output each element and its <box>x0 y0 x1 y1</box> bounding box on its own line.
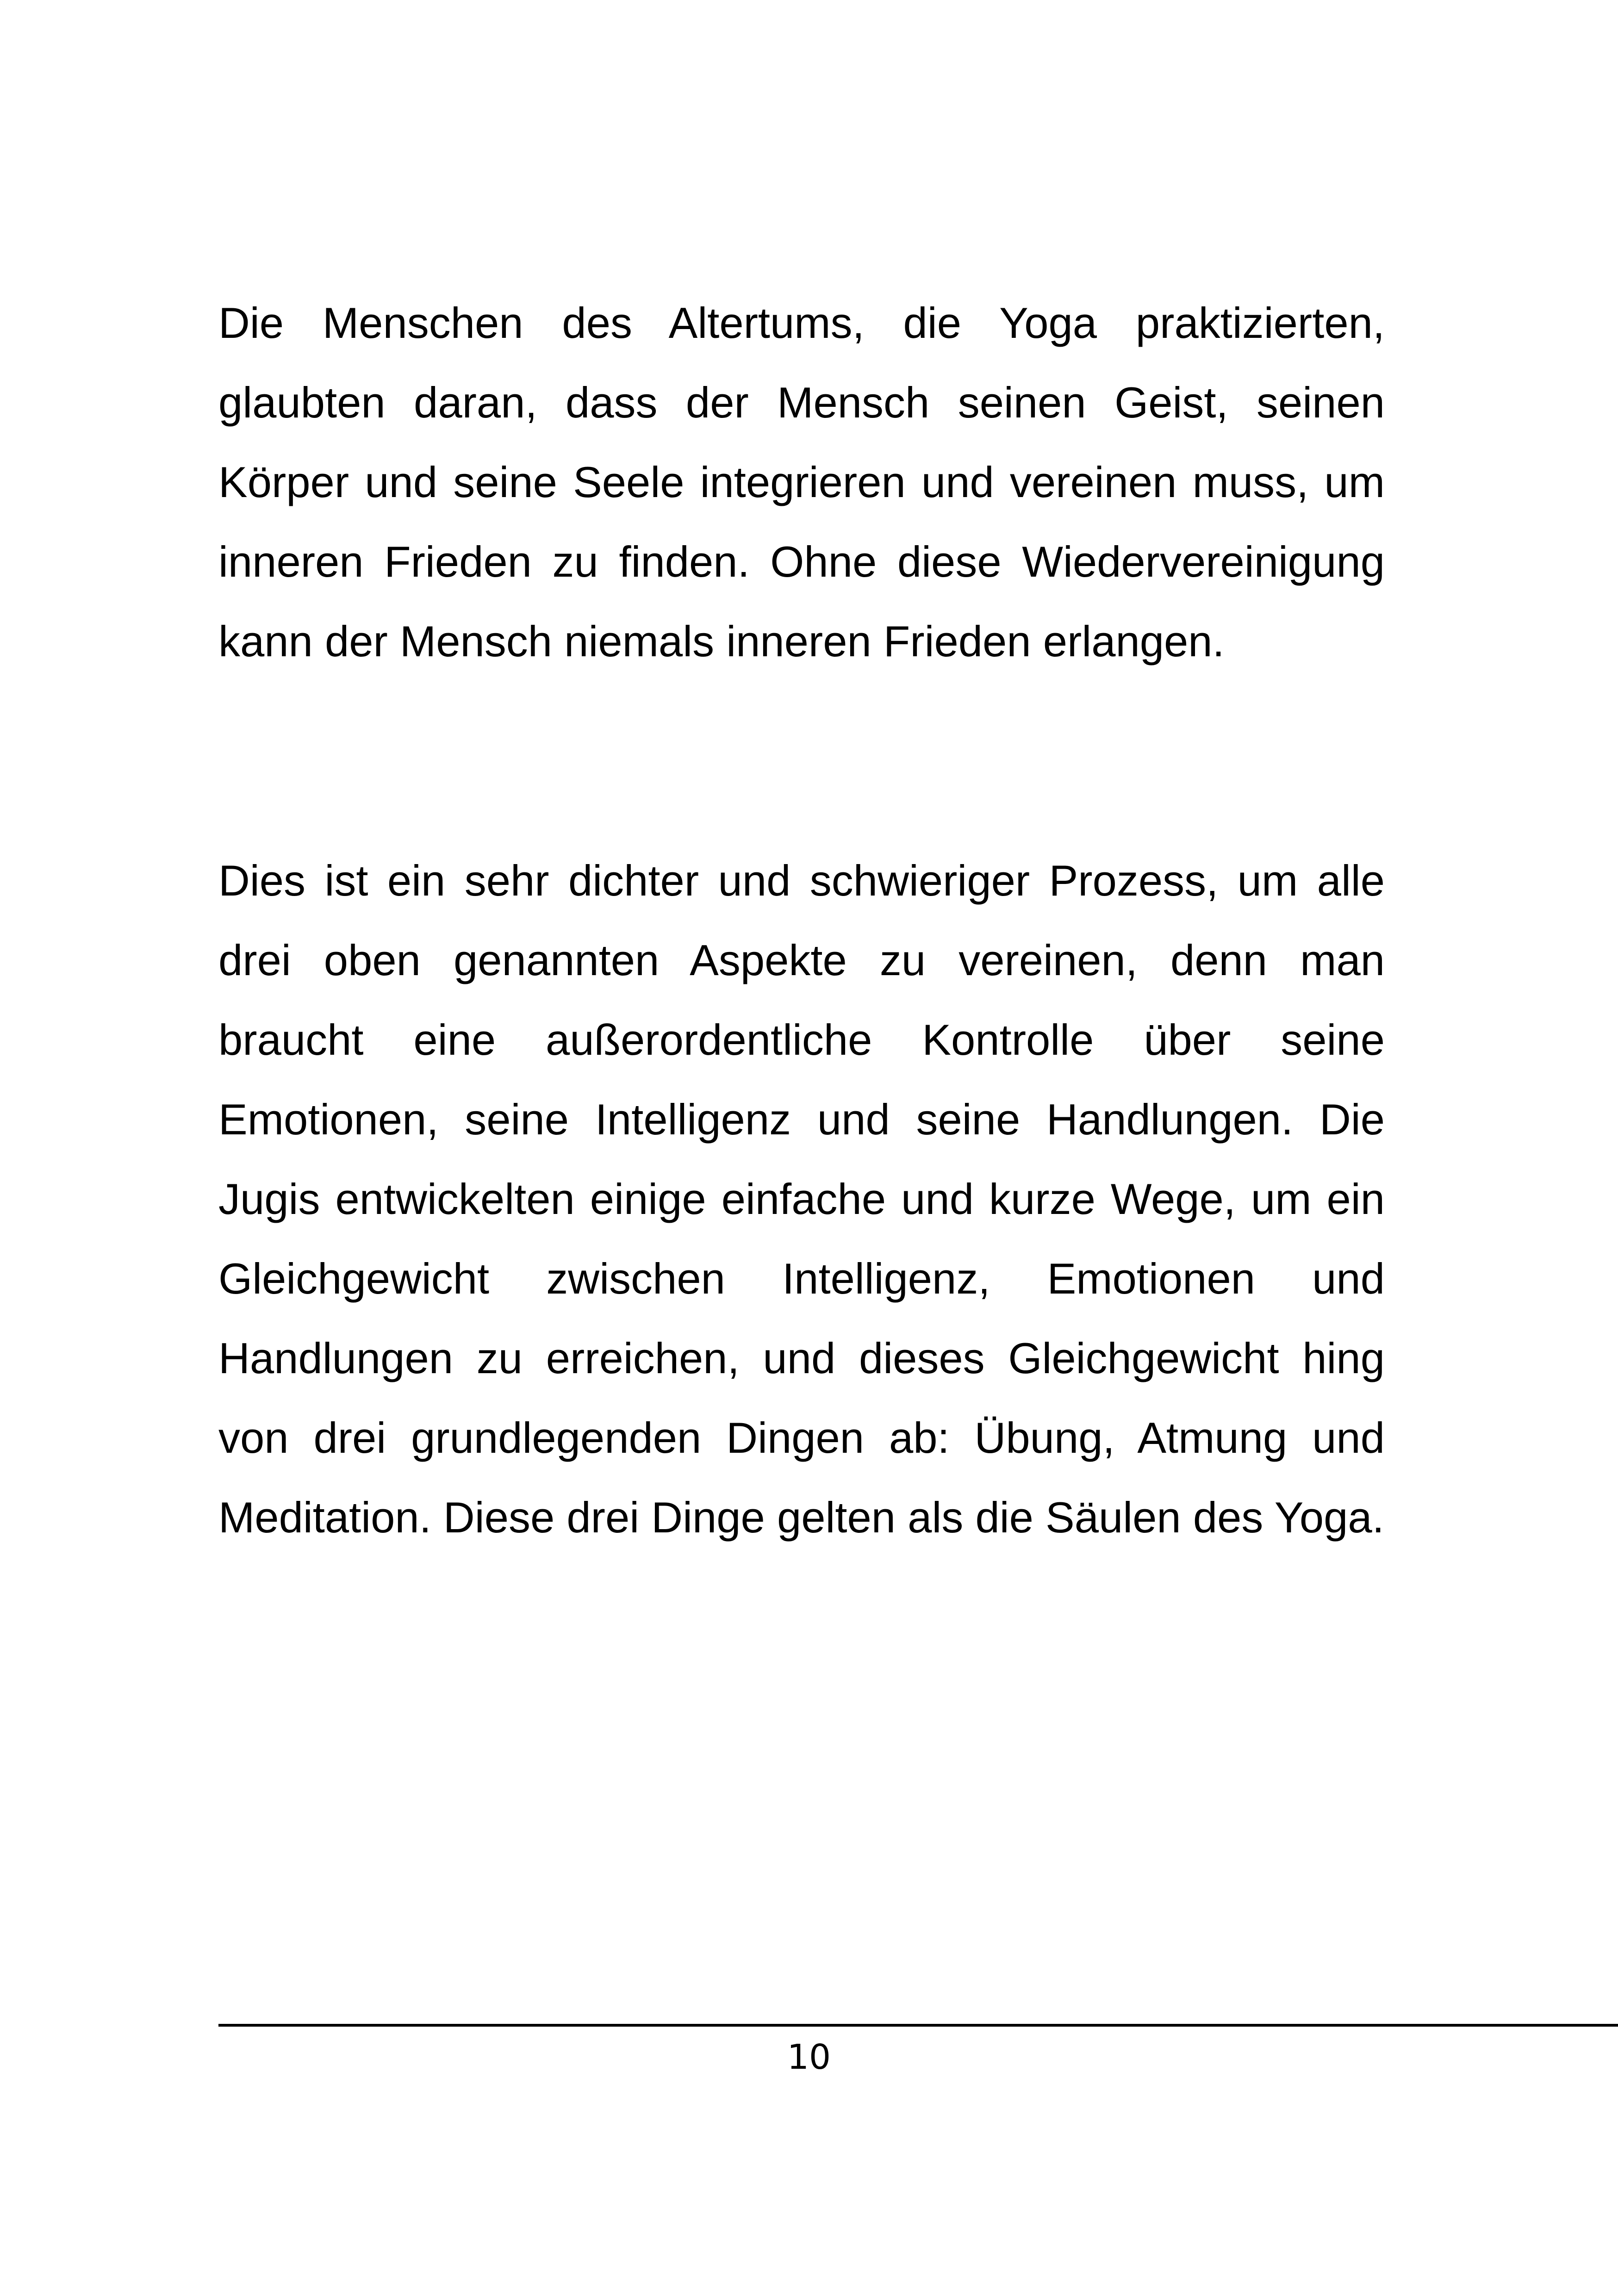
page-number: 10 <box>787 2037 831 2077</box>
footer-divider <box>218 2024 1618 2027</box>
paragraph-2: Dies ist ein sehr dichter und schwieriger Prozess, um alle drei oben genannten Aspekte zu vereinen, denn man braucht eine außerordentliche Kontrolle über seine Emotionen, seine Intelligenz und seine Handlungen. Die Jugis entwickelten einige einfache und kurze Wege, um ein Gleichgewicht zwischen Intelligenz, Emotionen und Handlungen zu erreichen, und dieses Gleichgewicht hing von drei grundlegenden Dingen ab: Übung, Atmung und Meditation. Diese drei Dinge gelten als die Säulen des Yoga. <box>218 856 1385 1542</box>
paragraph-1: Die Menschen des Altertums, die Yoga praktizierten, glaubten daran, dass der Mensch seinen Geist, seinen Körper und seine Seele integrieren und vereinen muss, um inneren Frieden zu finden. Ohne diese Wiedervereinigung kann der Mensch niemals inneren Frieden erlangen. <box>218 299 1385 666</box>
